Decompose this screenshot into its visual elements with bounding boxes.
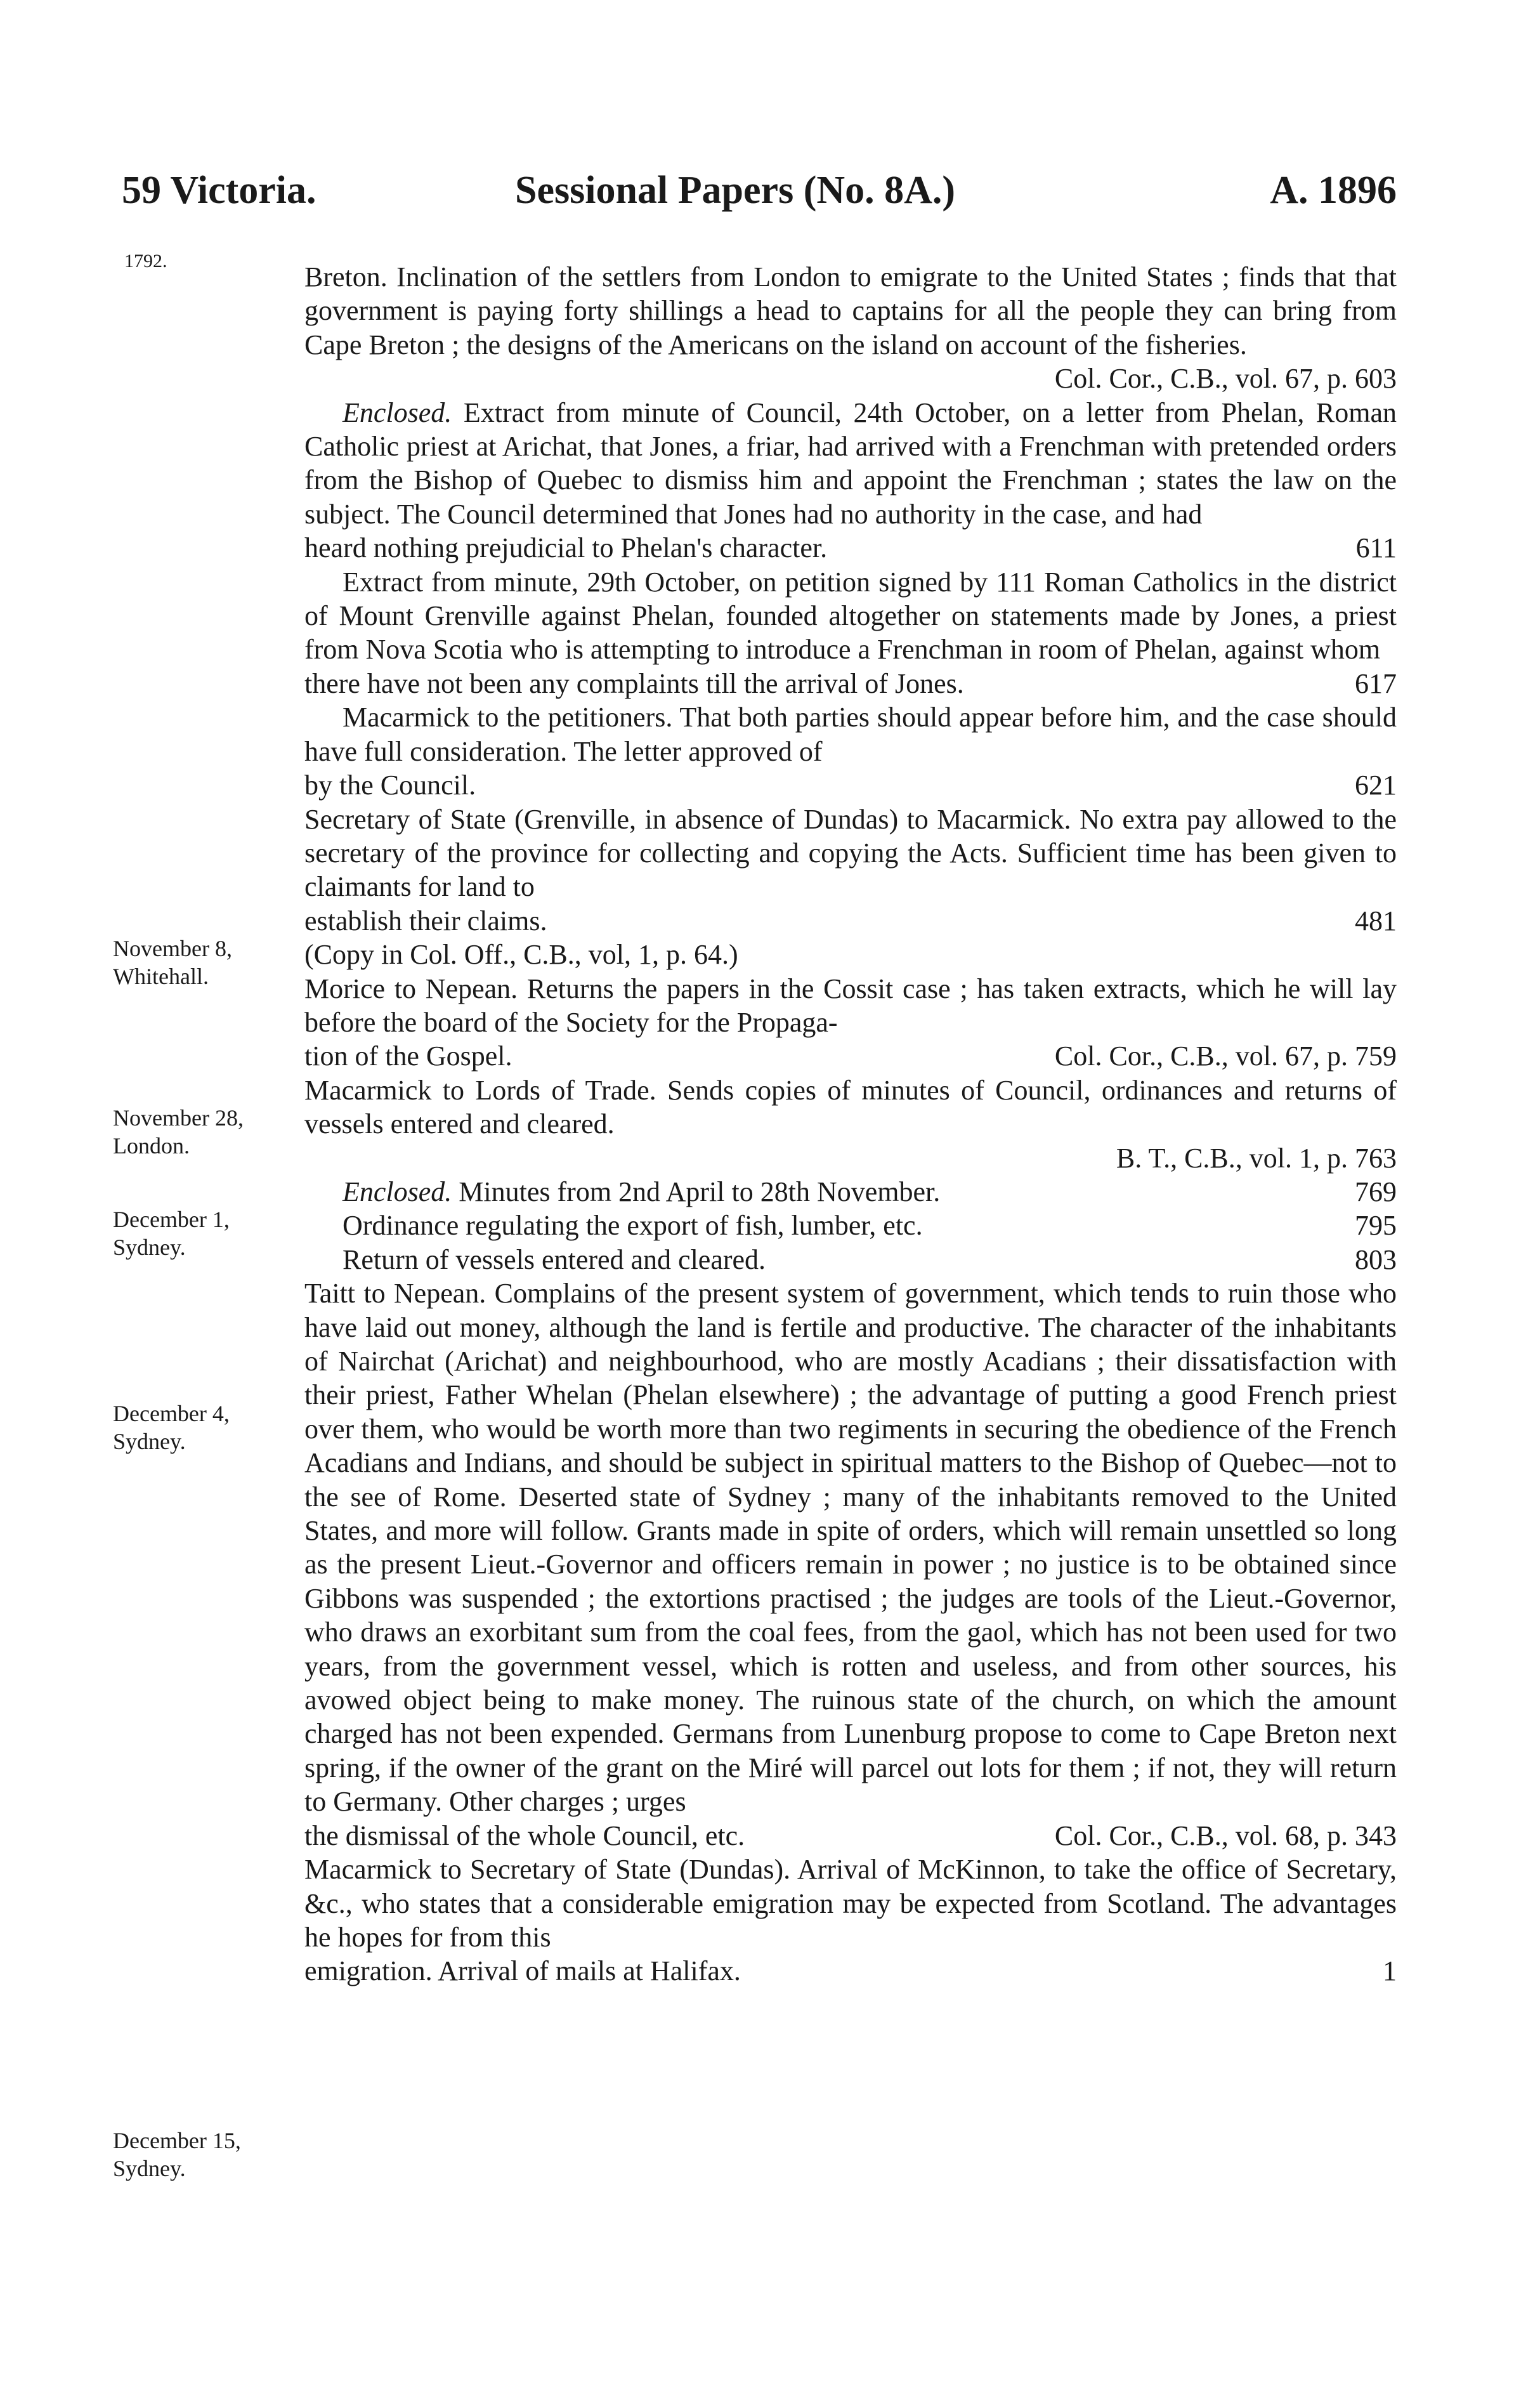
page-number: 795 bbox=[1355, 1210, 1397, 1242]
page-number: 611 bbox=[1355, 532, 1397, 564]
enclosure-text: Ordinance regulating the export of fish, lumber, etc. bbox=[343, 1210, 923, 1242]
margin-place: Sydney. bbox=[113, 2156, 186, 2181]
entry-reference: Col. Cor., C.B., vol. 67, p. 603 bbox=[1054, 363, 1397, 395]
margin-place: Sydney. bbox=[113, 1429, 186, 1454]
enclosure-line bbox=[304, 1243, 1397, 1276]
entry-text-end: there have not been any complaints till the arrival of Jones. bbox=[304, 667, 964, 699]
margin-note bbox=[113, 1400, 230, 1455]
entry-text-end: by the Council. bbox=[304, 770, 476, 801]
header-volume: 59 Victoria. bbox=[122, 169, 316, 212]
margin-date: December 1, bbox=[113, 1207, 230, 1232]
entry-text-end: heard nothing prejudicial to Phelan's character. bbox=[304, 532, 828, 564]
copy-reference: (Copy in Col. Off., C.B., vol, 1, p. 64.) bbox=[304, 939, 738, 971]
entry-text: Macarmick to Secretary of State (Dundas). Arrival of McKinnon, to take the office of Secretary, &c., who states that a considerable emigration may be expected from Scotland. The advantages he hopes for from this bbox=[304, 1854, 1397, 1953]
margin-date: November 8, bbox=[113, 936, 232, 961]
margin-place: Whitehall. bbox=[113, 964, 209, 989]
enclosure-label: Enclosed. bbox=[343, 397, 452, 428]
entry-text: Morice to Nepean. Returns the papers in the Cossit case ; has taken extracts, which he will lay before the board of the Society for the Propaga- bbox=[304, 973, 1397, 1038]
entry-text-end: emigration. Arrival of mails at Halifax. bbox=[304, 1955, 741, 1987]
entry-reference: B. T., C.B., vol. 1, p. 763 bbox=[1116, 1142, 1397, 1174]
header-year: A. 1896 bbox=[1270, 169, 1397, 212]
margin-note bbox=[113, 1104, 244, 1160]
enclosure-line bbox=[304, 1175, 1397, 1209]
entry-text: Macarmick to the petitioners. That both parties should appear before him, and the case should have full consideration. The letter approved of bbox=[304, 702, 1397, 767]
entry-last-line bbox=[304, 667, 1397, 700]
entry-last-line bbox=[304, 1819, 1397, 1853]
main-text bbox=[304, 260, 1397, 1988]
margin-place: Sydney. bbox=[113, 1235, 186, 1260]
margin-place: London. bbox=[113, 1133, 190, 1158]
page-number: 769 bbox=[1355, 1176, 1397, 1207]
page-number: 481 bbox=[1355, 905, 1397, 936]
margin-note bbox=[113, 935, 232, 990]
entry-text-end: the dismissal of the whole Council, etc. bbox=[304, 1820, 745, 1851]
enclosure-label: Enclosed. bbox=[343, 1176, 452, 1207]
entry-text: Taitt to Nepean. Complains of the present system of government, which tends to ruin those who have laid out money, although the land is fertile and productive. The character of the inhabitants of Nairchat (Arichat) and neighbourhood, who are mostly Acadians ; their dissatisfaction with their priest, Father Whelan (Phelan elsewhere) ; the advantage of putting a good French priest over them, who would be worth more than two regiments in securing the obedience of the French Acadians and Indians, and should be subject in spiritual matters to the Bishop of Quebec—not to the see of Rome. Deserted state of Sydney ; many of the inhabitants removed to the United States, and more will follow. Grants made in spite of orders, which will remain unsettled so long as the present Lieut.-Governor and officers remain in power ; no justice is to be obtained since Gibbons was suspended ; the extortions practised ; the judges are tools of the Lieut.-Governor, who draws an exorbitant sum from the coal fees, from the gaol, which has not been used for two years, from the government vessel, which is rotten and useless, and from other sources, his avowed object being to make money. The ruinous state of the church, on which the amount charged has not been expended. Germans from Lunenburg propose to come to Cape Breton next spring, if the owner of the grant on the Miré will parcel out lots for them ; if not, they will return to Germany. Other charges ; urges bbox=[304, 1278, 1397, 1818]
entry-last-line bbox=[304, 1039, 1397, 1073]
entry-text: Extract from minute, 29th October, on petition signed by 111 Roman Catholics in the district of Mount Grenville against Phelan, founded altogether on statements made by Jones, a priest from Nova Scotia who is attempting to introduce a Frenchman in room of Phelan, against whom bbox=[304, 566, 1397, 666]
margin-year: 1792. bbox=[124, 251, 167, 272]
entry-last-line bbox=[304, 768, 1397, 802]
entry-reference: Col. Cor., C.B., vol. 67, p. 759 bbox=[1054, 1040, 1397, 1072]
enclosure-line bbox=[304, 1209, 1397, 1242]
entry-text: Secretary of State (Grenville, in absence of Dundas) to Macarmick. No extra pay allowed to the secretary of the province for collecting and copying the Acts. Sufficient time has been given to claimants for land to bbox=[304, 803, 1397, 903]
enclosure-entry bbox=[304, 396, 1397, 532]
page-number: 803 bbox=[1355, 1243, 1397, 1275]
entry-text: Extract from minute of Council, 24th October, on a letter from Phelan, Roman Catholic priest at Arichat, that Jones, a friar, had arrived with a Frenchman with pretended orders from the Bishop of Quebec to dismiss him and appoint the Frenchman ; states the law on the subject. The Council determined that Jones had no authority in the case, and had bbox=[304, 397, 1397, 530]
entry-last-line bbox=[304, 531, 1397, 565]
entry-text-end: tion of the Gospel. bbox=[304, 1040, 512, 1072]
page-number: 621 bbox=[1355, 770, 1397, 801]
enclosure-text: Minutes from 2nd April to 28th November. bbox=[459, 1176, 941, 1207]
margin-note bbox=[113, 2127, 241, 2182]
entry-text-end: establish their claims. bbox=[304, 905, 547, 936]
page-header bbox=[122, 168, 1397, 219]
margin-note bbox=[113, 1205, 230, 1261]
margin-date: November 28, bbox=[113, 1105, 244, 1131]
header-title: Sessional Papers (No. 8A.) bbox=[515, 169, 956, 212]
entry-text: Macarmick to Lords of Trade. Sends copies of minutes of Council, ordinances and returns of vessels entered and cleared. bbox=[304, 1074, 1397, 1140]
margin-date: December 4, bbox=[113, 1401, 230, 1426]
page-number: 617 bbox=[1355, 667, 1397, 699]
entry-last-line bbox=[304, 904, 1397, 938]
entry-text: Breton. Inclination of the settlers from London to emigrate to the United States ; finds that that government is paying forty shillings a head to captains for all the people they can bring from Cape Breton ; the designs of the Americans on the island on account of the fisheries. bbox=[304, 261, 1397, 360]
page-number: 1 bbox=[1383, 1955, 1397, 1987]
entry-reference: Col. Cor., C.B., vol. 68, p. 343 bbox=[1054, 1820, 1397, 1851]
margin-date: December 15, bbox=[113, 2128, 241, 2153]
enclosure-text: Return of vessels entered and cleared. bbox=[343, 1243, 766, 1275]
entry-last-line bbox=[304, 1954, 1397, 1988]
